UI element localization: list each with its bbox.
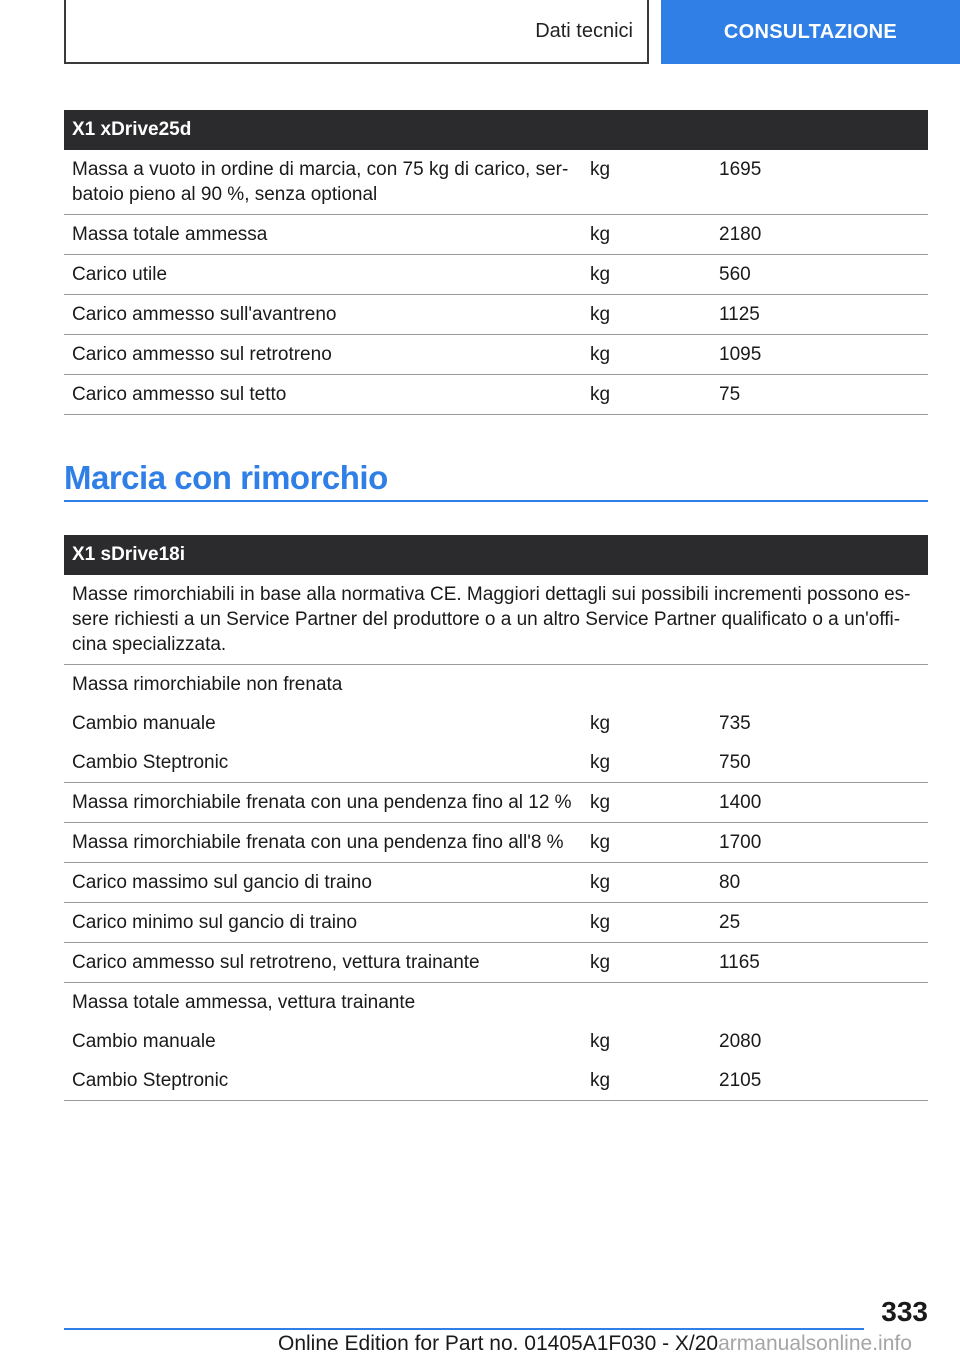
row-label: Massa a vuoto in ordine di marcia, con 75 kg di carico, ser- batoio pieno al 90 %, senza optional [64,150,582,215]
row-label: Massa rimorchiabile frenata con una pendenza fino all'8 % [64,823,582,863]
row-unit: kg [582,255,711,295]
spec-table-sdrive18i [64,535,928,1101]
row-value: 2180 [711,215,928,255]
table-row [64,983,928,1023]
footer-watermark: armanualsonline.info [718,1332,912,1355]
table-row [64,215,928,255]
row-value: 1125 [711,295,928,335]
table-title: X1 sDrive18i [64,535,928,575]
row-label: Carico utile [64,255,582,295]
table-row [64,863,928,903]
row-value: 1695 [711,150,928,215]
section-title: Marcia con rimorchio [64,458,928,502]
table-row [64,255,928,295]
row-value: 750 [711,743,928,783]
table-row [64,335,928,375]
row-label: Cambio Steptronic [64,743,582,783]
table-row [64,295,928,335]
table-row [64,823,928,863]
row-label: Massa totale ammessa [64,215,582,255]
table-row [64,665,928,705]
row-unit: kg [582,903,711,943]
row-label: Carico minimo sul gancio di traino [64,903,582,943]
row-unit: kg [582,295,711,335]
header-tab-consultazione[interactable]: CONSULTAZIONE [661,0,960,64]
table-row [64,1022,928,1061]
row-unit: kg [582,823,711,863]
row-value: 2105 [711,1061,928,1101]
table-row [64,943,928,983]
row-value: 560 [711,255,928,295]
row-unit: kg [582,743,711,783]
row-unit: kg [582,375,711,415]
row-unit [582,665,711,705]
footer-edition-line [278,1332,912,1356]
row-unit: kg [582,943,711,983]
row-value: 1700 [711,823,928,863]
row-value [711,665,928,705]
row-label: Carico ammesso sul tetto [64,375,582,415]
table-row [64,704,928,743]
row-unit: kg [590,1031,611,1052]
row-value: 1165 [711,943,928,983]
row-value: 80 [711,863,928,903]
row-value: 1400 [711,783,928,823]
row-value: 2080 [719,1031,762,1052]
row-value: 25 [711,903,928,943]
row-label: Carico ammesso sul retrotreno [64,335,582,375]
table-row [64,743,928,783]
row-unit: kg [582,863,711,903]
row-unit: kg [582,1061,711,1101]
row-label: Massa rimorchiabile frenata con una pendenza fino al 12 % [64,783,582,823]
row-unit: kg [590,713,611,734]
header-section-label: Dati tecnici [535,19,633,42]
row-unit: kg [582,783,711,823]
row-label: Massa totale ammessa, vettura trainante [72,992,416,1013]
header-section-box [64,0,649,64]
row-label: Massa rimorchiabile non frenata [72,674,343,695]
table-row [64,903,928,943]
row-label: Cambio Steptronic [64,1061,582,1101]
row-value: 735 [719,713,751,734]
row-label: Carico ammesso sull'avantreno [64,295,582,335]
table-note-row [64,575,928,665]
row-unit: kg [582,215,711,255]
table-row [64,1061,928,1101]
table-title: X1 xDrive25d [64,110,928,150]
table-note: Masse rimorchiabili in base alla normativa CE. Maggiori dettagli sui possibili incrementi possono es- sere richiesti a un Service Partner del produttore o a un altro Service Partner qualificato o a un'offi- cina specializzata. [64,575,928,665]
spec-table-xdrive25d [64,110,928,415]
table-row [64,375,928,415]
row-label: Carico massimo sul gancio di traino [64,863,582,903]
footer-rule [64,1328,864,1330]
table-row [64,783,928,823]
page-number: 333 [881,1296,928,1327]
row-unit: kg [582,150,711,215]
row-unit: kg [582,335,711,375]
footer-edition: Online Edition for Part no. 01405A1F030 - X/20 [278,1332,719,1355]
row-unit [582,983,711,1023]
row-value: 75 [711,375,928,415]
row-label: Cambio manuale [72,1031,216,1052]
table-row [64,150,928,215]
row-label: Carico ammesso sul retrotreno, vettura trainante [64,943,582,983]
row-value [711,983,928,1023]
row-label: Cambio manuale [72,713,216,734]
row-value: 1095 [711,335,928,375]
